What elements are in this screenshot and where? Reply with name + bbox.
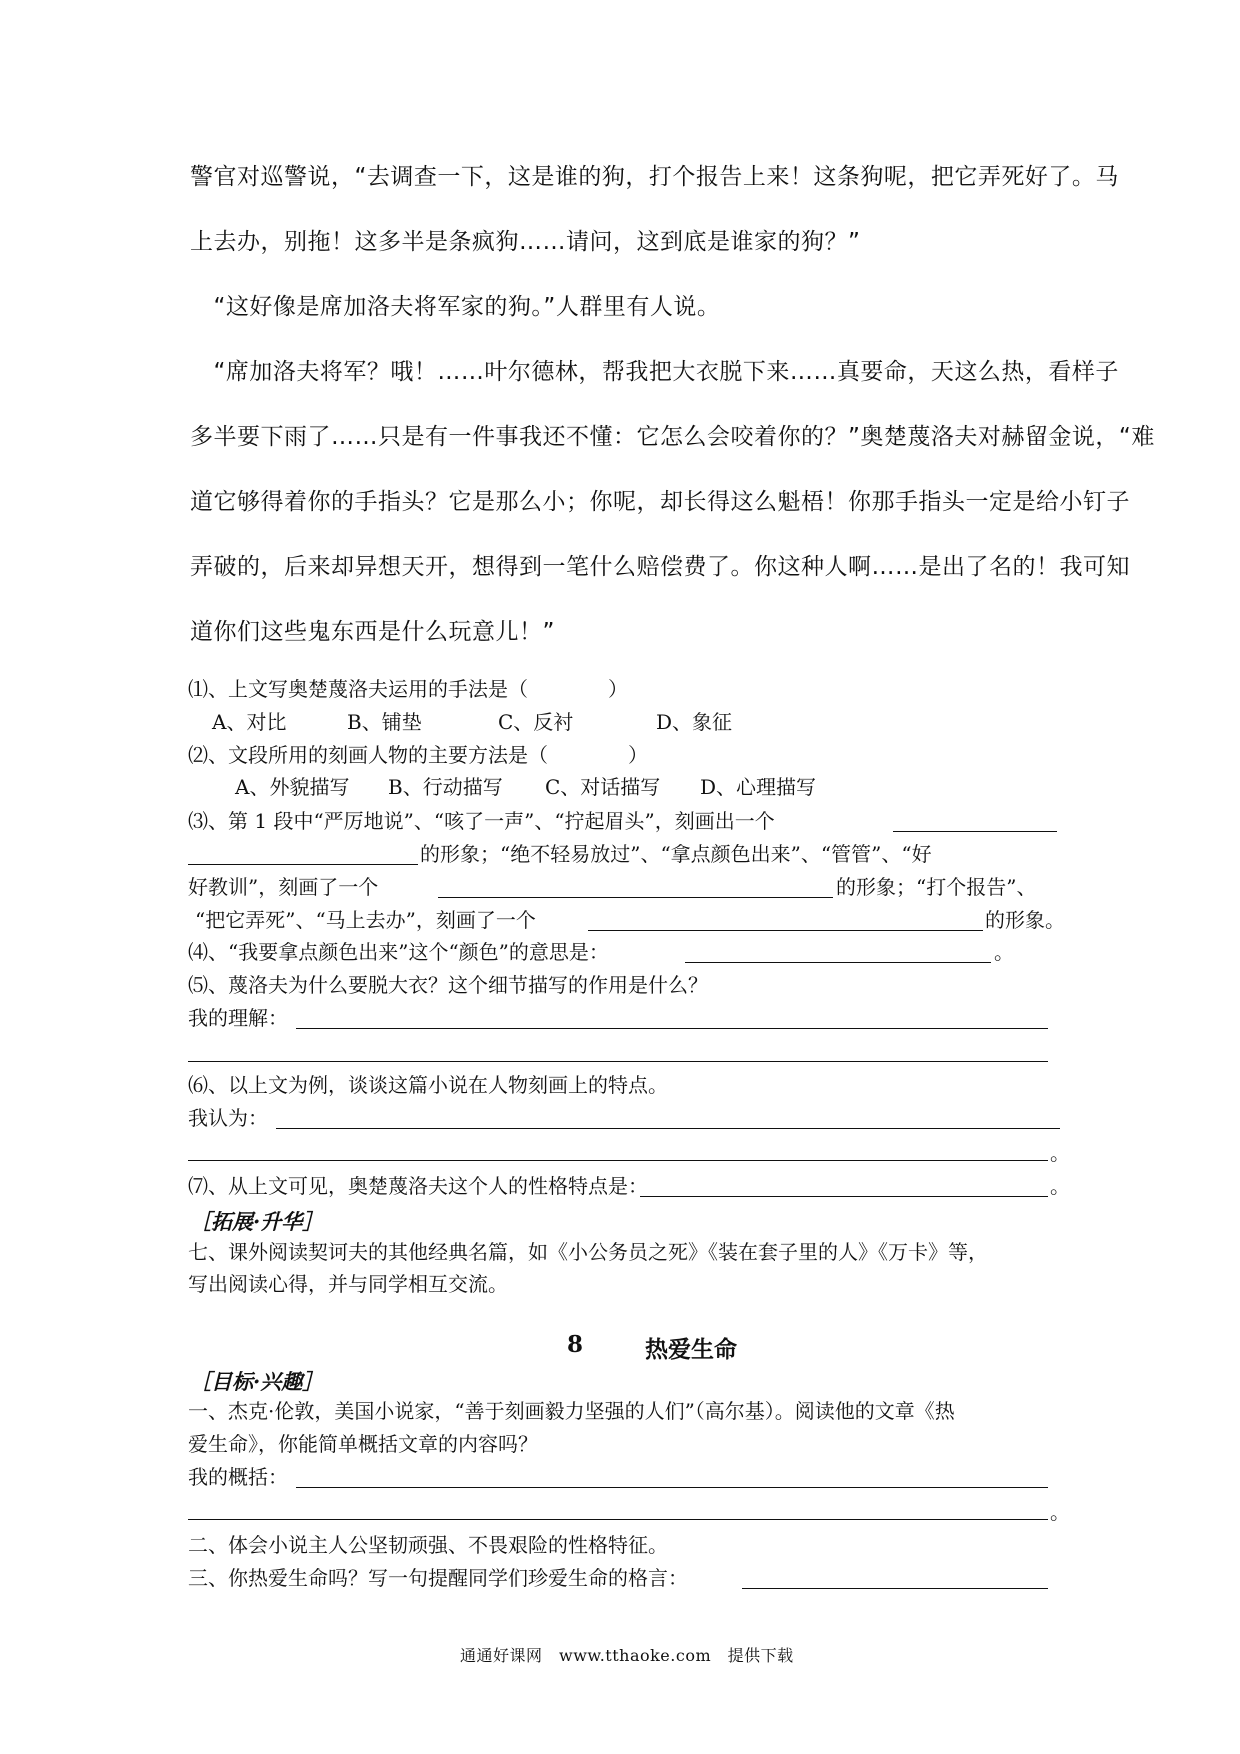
answer-line[interactable] (276, 1128, 1060, 1129)
lesson8-item-3: 三、你热爱生命吗？写一句提醒同学们珍爱生命的格言： (188, 1566, 688, 1590)
passage-line: “席加洛夫将军？哦！……叶尔德林，帮我把大衣脱下来……真要命，天这么热，看样子 (190, 359, 1119, 385)
lesson8-answer-end: 。 (1050, 1500, 1070, 1524)
question-5-answer-label: 我的理解： (188, 1006, 288, 1030)
answer-line[interactable] (188, 1519, 1048, 1520)
answer-blank[interactable] (640, 1196, 1048, 1197)
question-3-line-1: ⑶、第 1 段中“严厉地说”、“咳了一声”、“拧起眉头”，刻画出一个 (188, 809, 775, 833)
question-3-line-3-end: 的形象；“打个报告”、 (836, 875, 1037, 899)
question-6-stem: ⑹、以上文为例，谈谈这篇小说在人物刻画上的特点。 (188, 1073, 668, 1097)
answer-blank[interactable] (438, 897, 833, 898)
page-footer: 通通好课网 www.tthaoke.com 提供下载 (460, 1646, 794, 1665)
question-3-line-2: 的形象；“绝不轻易放过”、“拿点颜色出来”、“管管”、“好 (420, 842, 932, 866)
question-3-line-4-start: “把它弄死”、“马上去办”，刻画了一个 (195, 908, 536, 932)
passage-line: 上去办，别拖！这多半是条疯狗……请问，这到底是谁家的狗？” (190, 229, 861, 255)
question-1-stem: ⑴、上文写奥楚蔑洛夫运用的手法是（ ） (188, 677, 628, 701)
answer-line[interactable] (188, 1061, 1048, 1062)
question-2-option-b[interactable]: B、行动描写 (388, 775, 503, 799)
answer-line[interactable] (296, 1028, 1048, 1029)
lesson8-item-1-line-2: 爱生命》，你能简单概括文章的内容吗？ (188, 1432, 538, 1456)
extension-line-2: 写出阅读心得，并与同学相互交流。 (188, 1272, 508, 1296)
question-1-option-b[interactable]: B、铺垫 (347, 710, 422, 734)
lesson-number: 8 (567, 1331, 584, 1358)
lesson-title: 热爱生命 (645, 1336, 737, 1363)
answer-line[interactable] (296, 1487, 1048, 1488)
reading-passage (190, 162, 1155, 682)
answer-line[interactable] (188, 1160, 1048, 1161)
passage-line: 弄破的，后来却异想天开，想得到一笔什么赔偿费了。你这种人啊……是出了名的！我可知 (190, 554, 1130, 580)
question-2-option-d[interactable]: D、心理描写 (700, 775, 817, 799)
lesson8-item-2: 二、体会小说主人公坚韧顽强、不畏艰险的性格特征。 (188, 1533, 668, 1557)
question-2-option-c[interactable]: C、对话描写 (545, 775, 661, 799)
question-6-answer-label: 我认为： (188, 1106, 268, 1130)
question-3-line-4-end: 的形象。 (985, 908, 1065, 932)
question-6-end: 。 (1050, 1141, 1070, 1165)
passage-line: 道你们这些鬼东西是什么玩意儿！” (190, 619, 555, 645)
section-tag-extension: ［拓展·升华］ (190, 1209, 324, 1234)
passage-line: 警官对巡警说，“去调查一下，这是谁的狗，打个报告上来！这条狗呢，把它弄死好了。马 (190, 164, 1119, 190)
lesson8-answer-label: 我的概括： (188, 1465, 288, 1489)
question-4: ⑷、“我要拿点颜色出来”这个“颜色”的意思是： (188, 940, 609, 964)
answer-blank[interactable] (893, 831, 1057, 832)
passage-line: “这好像是席加洛夫将军家的狗。”人群里有人说。 (190, 294, 721, 320)
question-5-stem: ⑸、蔑洛夫为什么要脱大衣？这个细节描写的作用是什么？ (188, 973, 708, 997)
answer-blank[interactable] (188, 864, 418, 865)
lesson8-item-1-line-1: 一、杰克·伦敦，美国小说家，“善于刻画毅力坚强的人们”（高尔基）。阅读他的文章《热 (188, 1399, 955, 1423)
question-3-line-3-start: 好教训”，刻画了一个 (188, 875, 379, 899)
section-tag-goal: ［目标·兴趣］ (190, 1369, 324, 1394)
question-1-option-d[interactable]: D、象征 (656, 710, 733, 734)
question-2-stem: ⑵、文段所用的刻画人物的主要方法是（ ） (188, 743, 648, 767)
answer-blank[interactable] (685, 962, 991, 963)
passage-line: 道它够得着你的手指头？它是那么小；你呢，却长得这么魁梧！你那手指头一定是给小钉子 (190, 489, 1130, 515)
answer-blank[interactable] (588, 930, 983, 931)
extension-line-1: 七、课外阅读契诃夫的其他经典名篇，如《小公务员之死》《装在套子里的人》《万卡》等， (188, 1240, 988, 1264)
question-4-end: 。 (994, 940, 1014, 964)
question-1-option-a[interactable]: A、对比 (212, 710, 287, 734)
question-7-end: 。 (1050, 1174, 1070, 1198)
question-2-option-a[interactable]: A、外貌描写 (235, 775, 350, 799)
question-1-option-c[interactable]: C、反衬 (498, 710, 574, 734)
question-7: ⑺、从上文可见，奥楚蔑洛夫这个人的性格特点是： (188, 1174, 648, 1198)
passage-line: 多半要下雨了……只是有一件事我还不懂：它怎么会咬着你的？”奥楚蔑洛夫对赫留金说，“难 (190, 424, 1155, 450)
answer-blank[interactable] (742, 1588, 1048, 1589)
